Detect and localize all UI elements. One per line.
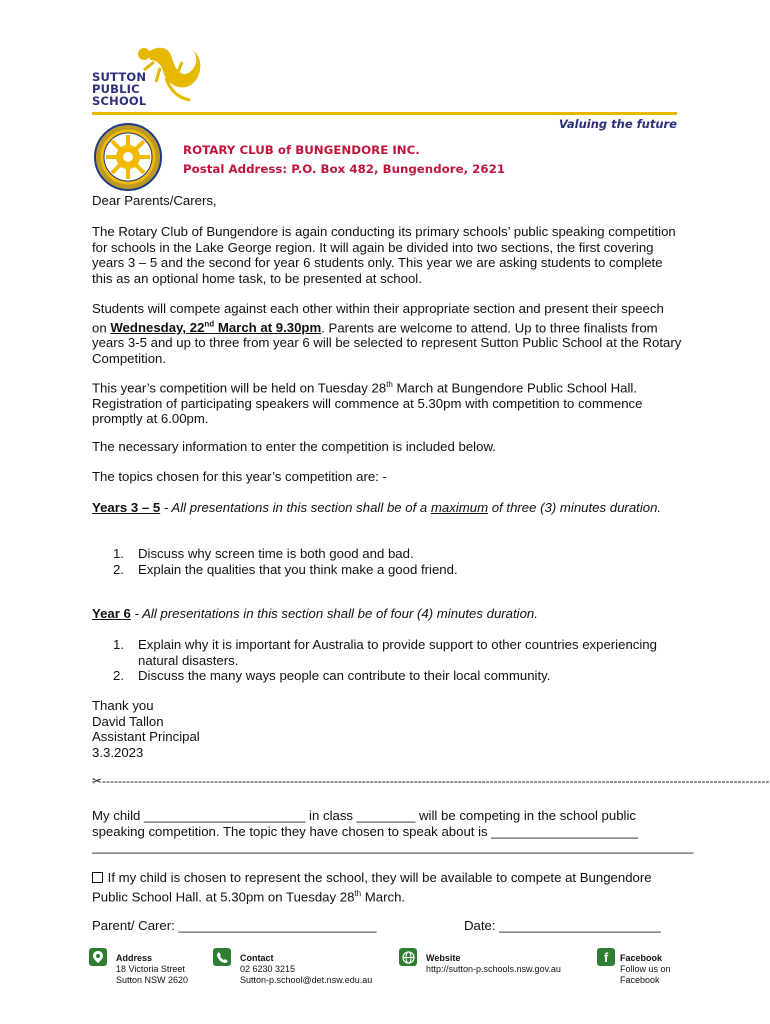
signatory-name: David Tallon (92, 713, 164, 729)
rotary-heading (183, 141, 505, 179)
rotary-wheel-icon (89, 122, 167, 192)
footer-facebook: Facebook Follow us on Facebook (620, 953, 671, 985)
years35-topic-list (92, 546, 682, 577)
return-slip-text: My child ______________________ in class ________ will be competing in the school public speaking competition. The topic they have chosen to speak about is ____________________ (92, 808, 638, 839)
venue-paragraph: This year’s competition will be held on Tuesday 28th March at Bungendore Public School Hall. Registration of participating speakers will commence at 5.30pm with competition to commence promptly at 6.00pm. (92, 380, 643, 427)
globe-icon (399, 948, 417, 966)
parent-carer-field[interactable]: Parent/ Carer: ___________________________ (92, 918, 377, 933)
greeting: Dear Parents/Carers, (92, 193, 217, 208)
info-paragraph: The necessary information to enter the competition is included below. (92, 439, 496, 454)
email-link[interactable]: Sutton-p.school@det.nsw.edu.au (240, 975, 373, 985)
checkbox-icon[interactable] (92, 872, 103, 883)
years35-section: Years 3 – 5 - All presentations in this section shall be of a maximum of three (3) minutes duration. (92, 500, 662, 515)
footer-contact: Contact 02 6230 3215 Sutton-p.school@det.nsw.edu.au (240, 953, 373, 985)
footer-address: Address 18 Victoria Street Sutton NSW 2620 (116, 953, 189, 985)
website-link[interactable]: http://sutton-p.schools.nsw.gov.au (426, 964, 561, 974)
footer-website: Website http://sutton-p.schools.nsw.gov.au (426, 953, 561, 974)
year6-heading: Year 6 (92, 606, 131, 621)
topic-answer-line: __________________________________________________________________________________ (92, 839, 694, 854)
availability-checkbox-row[interactable]: If my child is chosen to represent the school, they will be available to compete at Bungendore Public School Hall. at 5.30pm on Tuesday 28th March. (92, 870, 652, 904)
facebook-icon[interactable]: f (597, 948, 615, 966)
year6-topic-list (92, 637, 682, 684)
intro-paragraph: The Rotary Club of Bungendore is again conducting its primary schools’ public speaking competition for schools in the Lake George region. It will again be divided into two sections, the first covering years 3 – 5 and the second for year 6 students only. This year we are asking students to complete this as an optional home task, to be presented at school. (92, 224, 676, 286)
rotary-postal-address: Postal Address: P.O. Box 482, Bungendore, 2621 (183, 162, 505, 176)
school-name: SUTTON PUBLIC SCHOOL (92, 70, 147, 108)
list-item: 2. Explain the qualities that you think make a good friend. (113, 561, 458, 577)
letter-date: 3.3.2023 (92, 744, 144, 760)
years35-heading: Years 3 – 5 (92, 500, 161, 515)
year6-section: Year 6 - All presentations in this section shall be of four (4) minutes duration. (92, 606, 538, 621)
list-item: 1. Discuss why screen time is both good and bad. (113, 546, 414, 561)
header-divider (92, 112, 677, 115)
list-item: 2. Discuss the many ways people can contribute to their local community. (113, 668, 551, 683)
competition-date-paragraph: Students will compete against each other within their appropriate section and present their speech on Wednesday, 22nd March at 9.30pm. Parents are welcome to attend. Up to three finalists from years 3-5 and up to three from year 6 will be selected to represent Sutton Public School at the Rotary Competition. (92, 301, 682, 366)
location-pin-icon (89, 948, 107, 966)
date-field[interactable]: Date: ______________________ (464, 918, 661, 933)
signoff: Thank you David Tallon Assistant Principal 3.3.2023 (92, 698, 682, 760)
phone-number: 02 6230 3215 (240, 964, 296, 974)
rotary-club-name: ROTARY CLUB of BUNGENDORE INC. (183, 143, 420, 157)
topics-intro: The topics chosen for this year’s competition are: - (92, 469, 387, 484)
phone-icon (213, 948, 231, 966)
list-item: 1. Explain why it is important for Australia to provide support to other countries experiencing natural disasters. (113, 637, 657, 668)
cut-line: ✂----------------------------------------------------------------------------------------------------------------------------------------------------------------------- (92, 774, 770, 788)
tagline: Valuing the future (558, 117, 677, 131)
